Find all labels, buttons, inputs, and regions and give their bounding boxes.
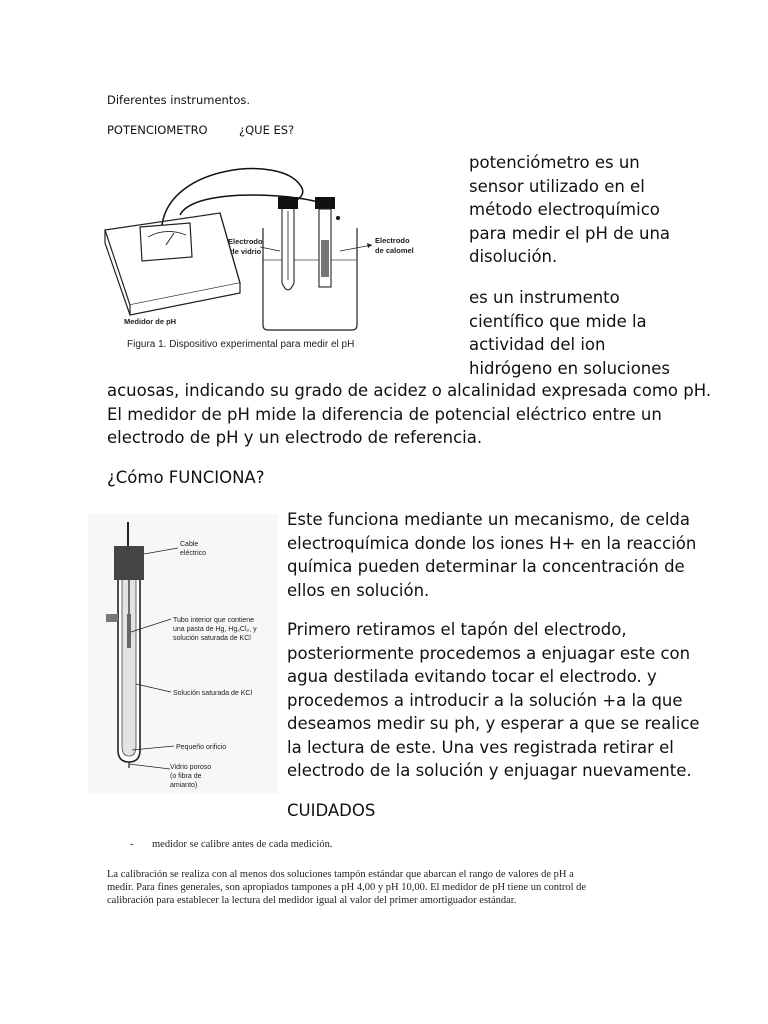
label-calomel-electrode-1: Electrodo [375,236,410,245]
section-heading-como-funciona: ¿Cómo FUNCIONA? [107,468,265,487]
text-line: electrodo de la solución y enjuagar nuevamente. [287,761,692,780]
text-line: científico que mide la [469,311,647,331]
intro-paragraph-1 [469,151,670,269]
document-title: Diferentes instrumentos. [107,93,251,107]
calomel-electrode-icon [315,197,340,287]
text-line: disolución. [469,247,558,266]
text-line: actividad del ion [469,335,606,354]
section-heading-cuidados: CUIDADOS [287,801,376,820]
text-line: agua destilada evitando tocar el electrodo. y [287,667,657,686]
intro-paragraph-2-narrow [469,286,670,380]
calibration-paragraph [107,868,586,907]
intro-paragraph-2-full [107,379,711,450]
label-calomel-electrode-2: de calomel [375,246,414,255]
label-porous-glass-2: (o fibra de [170,773,202,780]
figure-caption: Figura 1. Dispositivo experimental para medir el pH [127,339,355,350]
label-glass-electrode-2: de vidrio [230,247,262,256]
text-line: potenciómetro es un [469,153,640,172]
text-line: método electroquímico [469,200,660,219]
subheading-que-es: ¿QUE ES? [239,123,295,137]
label-kcl-solution: Solución saturada de KCl [173,690,252,697]
text-line: hidrógeno en soluciones [469,358,670,378]
text-line: la lectura de este. Una ves registrada retirar el [287,737,674,757]
glass-electrode-icon [278,197,298,290]
figure-calomel-electrode [88,514,278,794]
text-line: electrodo de pH y un electrodo de referencia. [107,428,483,447]
text-line: medir. Para fines generales, son apropiados tampones a pH 4,00 y pH 10,00. El medidor de pH tiene un control de [107,882,587,893]
label-inner-tube-2: una pasta de Hg, Hg₂Cl₂, y [173,626,257,633]
text-line: es un instrumento [469,288,620,307]
text-line: para medir el pH de una [469,223,671,243]
label-ph-meter: Medidor de pH [124,317,177,326]
bullet-marker: - [130,839,134,850]
bullet-text: medidor se calibre antes de cada medición. [152,839,333,850]
text-line: posteriormente procedemos a enjuagar este con [287,643,691,663]
text-line: electroquímica donde los iones H+ en la reacción [287,533,697,553]
label-porous-glass-1: Vidrio poroso [170,764,212,771]
label-cable: Cable [180,541,199,548]
label-glass-electrode-1: Electrodo [228,237,263,246]
text-line: Primero retiramos el tapón del electrodo, [287,620,627,639]
label-inner-tube-3: solución saturada de KCl [173,635,251,642]
funciona-paragraph-1 [287,508,696,602]
label-small-orifice: Pequeño orificio [176,744,227,751]
text-line: acuosas, indicando su grado de acidez o alcalinidad expresada como pH. [107,381,712,400]
text-line: deseamos medir su ph, y esperar a que se realice [287,714,700,733]
text-line: ellos en solución. [287,580,430,600]
figure-ph-meter-setup [100,155,455,360]
funciona-paragraph-2 [287,618,700,783]
text-line: calibración para establecer la lectura del medidor igual al valor del primer amortiguador estándar. [107,895,517,906]
beaker-icon [263,228,357,330]
text-line: procedemos a introducir a la solución +a la que [287,690,683,710]
text-line: Este funciona mediante un mecanismo, de celda [287,510,691,529]
text-line: sensor utilizado en el [469,176,645,196]
label-inner-tube-1: Tubo interior que contiene [173,617,255,624]
ph-meter-icon [105,213,240,315]
text-line: química pueden determinar la concentración de [287,557,685,576]
text-line: La calibración se realiza con al menos dos soluciones tampón estándar que abarcan el rango de valores de pH a [107,869,574,880]
subheading-potenciometro: POTENCIOMETRO [107,123,208,137]
label-porous-glass-3: amianto) [170,782,198,789]
text-line: El medidor de pH mide la diferencia de potencial eléctrico entre un [107,404,662,424]
label-cable-2: eléctrico [180,550,207,557]
